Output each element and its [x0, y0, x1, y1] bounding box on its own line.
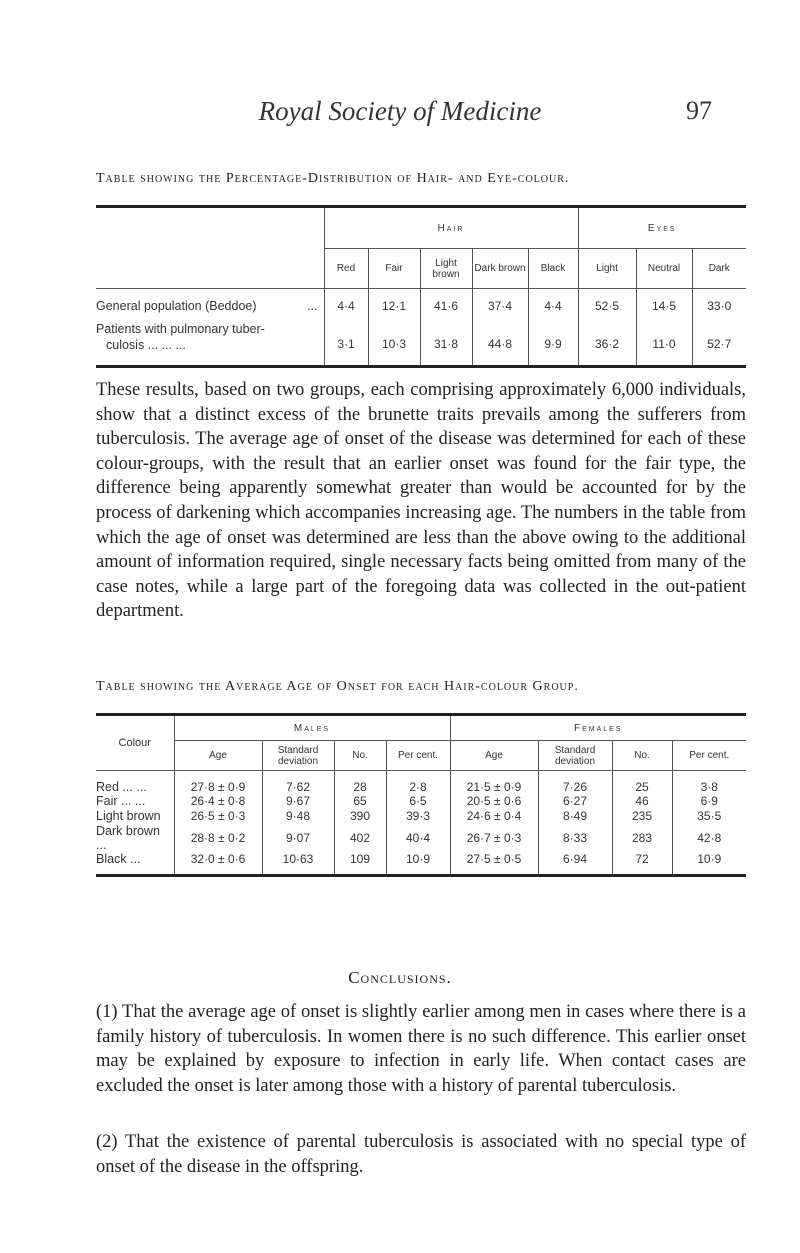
- table1-col-light-brown: Light brown: [420, 249, 472, 289]
- table-cell: 52·7: [692, 321, 746, 367]
- conclusion-item-1: (1) That the average age of onset is slightly earlier among men in cases where there is a family history of tuberculosis. In women there is no such difference. This earlier onset may be explained by exposure to infection in early life. When contact cases are excluded the onset is later among those with a history of parental tuberculosis.: [96, 1002, 746, 1096]
- table-cell: 39·3: [386, 809, 450, 824]
- table2-group-females: Females: [450, 715, 746, 741]
- table-cell: 4·4: [528, 289, 578, 321]
- table2-row-label: Red ... ...: [96, 779, 147, 794]
- table-cell: 6·27: [538, 794, 612, 809]
- body-paragraph: These results, based on two groups, each comprising approximately 6,000 individuals, show that a distinct excess of the brunette traits prevails among the sufferers from tuberculosis. The average age of onset of the disease was determined for each of these colour-groups, with the result that an earlier onset was found for the fair type, the difference being apparently somewhat greater than would be accounted for by the process of darkening which accompanies increasing age. The numbers in the table from which the age of onset was determined are less than the above owing to the additional amount of information required, single necessary facts being omitted from many of the case notes, while a large part of the foregoing data was collected in the out-patient department.: [96, 380, 746, 622]
- table-cell: 3·8: [672, 771, 746, 794]
- conclusion-item-2: (2) That the existence of parental tuberculosis is associated with no special type of onset of the disease in the offspring.: [96, 1132, 746, 1177]
- conclusions-heading: Conclusions.: [348, 968, 452, 987]
- table-cell: 41·6: [420, 289, 472, 321]
- table-cell: 27·5 ± 0·5: [450, 852, 538, 876]
- table-cell: 10·9: [386, 852, 450, 876]
- table-cell: 4·4: [324, 289, 368, 321]
- table-row: [96, 289, 746, 321]
- table-cell: 42·8: [672, 824, 746, 852]
- table-cell: 25: [612, 771, 672, 794]
- table-row: [96, 794, 746, 809]
- table-cell: 72: [612, 852, 672, 876]
- table-cell: 14·5: [636, 289, 692, 321]
- table-cell: 7·26: [538, 771, 612, 794]
- table-cell: 52·5: [578, 289, 636, 321]
- table-cell: 6·5: [386, 794, 450, 809]
- table-cell: 36·2: [578, 321, 636, 367]
- table-cell: 8·49: [538, 809, 612, 824]
- table2-col-male-sd: Standard deviation: [262, 741, 334, 771]
- table1-group-eyes: Eyes: [578, 207, 746, 249]
- table1-corner-2: [96, 249, 324, 289]
- table1-col-fair: Fair: [368, 249, 420, 289]
- table-cell: 26·7 ± 0·3: [450, 824, 538, 852]
- table-row: [96, 852, 746, 876]
- table1-row-label: General population (Beddoe) ...: [96, 299, 318, 313]
- table-row: [96, 824, 746, 852]
- table-cell: 109: [334, 852, 386, 876]
- table2-col-male-age: Age: [174, 741, 262, 771]
- table-cell: 9·9: [528, 321, 578, 367]
- table2-col-female-age: Age: [450, 741, 538, 771]
- table1-col-eye-dark: Dark: [692, 249, 746, 289]
- table2-col-male-pct: Per cent.: [386, 741, 450, 771]
- table1-col-eye-neutral: Neutral: [636, 249, 692, 289]
- table-cell: 3·1: [324, 321, 368, 367]
- table-cell: 20·5 ± 0·6: [450, 794, 538, 809]
- page-number: 97: [686, 96, 712, 125]
- table2-row-label: Light brown: [96, 809, 161, 823]
- table-cell: 35·5: [672, 809, 746, 824]
- table-cell: 33·0: [692, 289, 746, 321]
- table-cell: 65: [334, 794, 386, 809]
- table2-col-female-sd: Standard deviation: [538, 741, 612, 771]
- table-cell: 28: [334, 771, 386, 794]
- page-header: [0, 96, 800, 136]
- table-cell: 37·4: [472, 289, 528, 321]
- table-cell: 9·07: [262, 824, 334, 852]
- table-cell: 2·8: [386, 771, 450, 794]
- table-row: [96, 771, 746, 794]
- table2-col-female-no: No.: [612, 741, 672, 771]
- table-cell: 40·4: [386, 824, 450, 852]
- table-cell: 32·0 ± 0·6: [174, 852, 262, 876]
- table-cell: 6·9: [672, 794, 746, 809]
- age-of-onset-table: [96, 713, 746, 877]
- table2-group-males: Males: [174, 715, 450, 741]
- table2-col-male-no: No.: [334, 741, 386, 771]
- table-cell: 402: [334, 824, 386, 852]
- table-row: [96, 321, 746, 367]
- table2-col-colour: Colour: [96, 715, 174, 771]
- table-cell: 46: [612, 794, 672, 809]
- table2-row-label: Black ...: [96, 851, 141, 866]
- table-cell: 9·48: [262, 809, 334, 824]
- table1-col-eye-light: Light: [578, 249, 636, 289]
- table-cell: 7·62: [262, 771, 334, 794]
- table2-row-label: Fair ... ...: [96, 794, 146, 808]
- table-cell: 27·8 ± 0·9: [174, 771, 262, 794]
- table-cell: 12·1: [368, 289, 420, 321]
- table-cell: 10·3: [368, 321, 420, 367]
- table-cell: 8·33: [538, 824, 612, 852]
- table1-corner: [96, 207, 324, 249]
- table-cell: 24·6 ± 0·4: [450, 809, 538, 824]
- table-row: [96, 809, 746, 824]
- table-cell: 6·94: [538, 852, 612, 876]
- table-cell: 283: [612, 824, 672, 852]
- table-cell: 10·9: [672, 852, 746, 876]
- table2-col-female-pct: Per cent.: [672, 741, 746, 771]
- table1-col-red: Red: [324, 249, 368, 289]
- table1-col-dark-brown: Dark brown: [472, 249, 528, 289]
- table-cell: 26·4 ± 0·8: [174, 794, 262, 809]
- table-cell: 390: [334, 809, 386, 824]
- table1-group-hair: Hair: [324, 207, 578, 249]
- table1-title: Table showing the Percentage-Distribution of Hair- and Eye-colour.: [96, 171, 570, 186]
- table2-title: Table showing the Average Age of Onset for each Hair-colour Group.: [96, 679, 579, 694]
- table-cell: 44·8: [472, 321, 528, 367]
- hair-eye-distribution-table: [96, 205, 746, 368]
- table-cell: 10·63: [262, 852, 334, 876]
- table-cell: 235: [612, 809, 672, 824]
- table-cell: 31·8: [420, 321, 472, 367]
- table-cell: 28·8 ± 0·2: [174, 824, 262, 852]
- table-cell: 11·0: [636, 321, 692, 367]
- table1-row-label: Patients with pulmonary tuber- culosis ... ... ...: [96, 321, 265, 352]
- table-cell: 9·67: [262, 794, 334, 809]
- table1-col-black: Black: [528, 249, 578, 289]
- table-cell: 26·5 ± 0·3: [174, 809, 262, 824]
- table-cell: 21·5 ± 0·9: [450, 771, 538, 794]
- running-title: Royal Society of Medicine: [258, 96, 542, 126]
- table2-row-label: Dark brown ...: [96, 823, 160, 852]
